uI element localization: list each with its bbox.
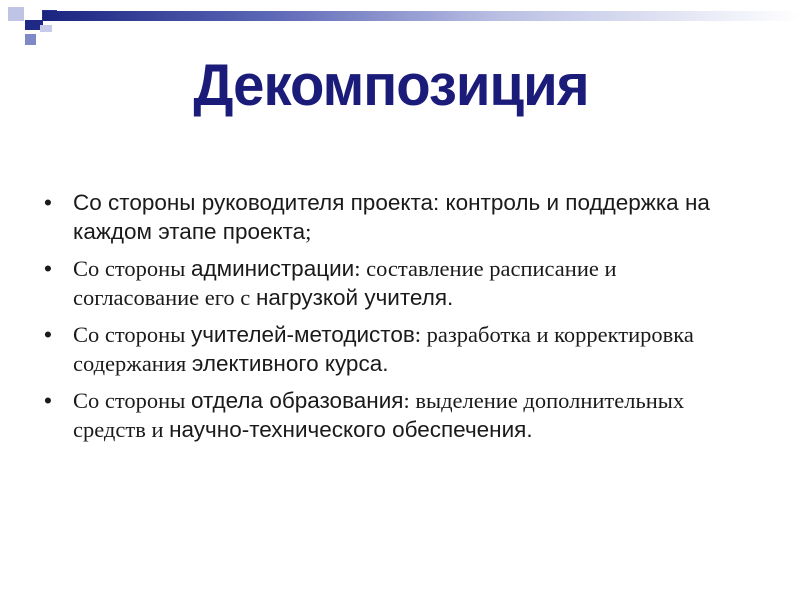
- slide-title: Декомпозиция: [193, 53, 589, 118]
- bullet-text: .: [447, 285, 454, 310]
- bullet-text: Со стороны: [73, 388, 191, 413]
- bullet-dot-icon: •: [44, 256, 52, 281]
- bullet-text: ;: [305, 219, 312, 244]
- bullet-text: : составление расписание и согласование его с: [73, 256, 617, 310]
- bullet-dot-icon: •: [44, 322, 52, 347]
- bullet-text: .: [526, 417, 533, 442]
- bullet-text: : выделение дополнительных средств и: [73, 388, 685, 442]
- bullet-item: [44, 188, 744, 246]
- bullet-text: нагрузкой учителя: [255, 285, 448, 310]
- bullet-item: [44, 254, 744, 312]
- bullet-text: Со стороны руководителя проекта: контроль и поддержка на каждом этапе проекта: [73, 190, 710, 244]
- bullet-list: [44, 188, 744, 452]
- bullet-dot-icon: •: [44, 190, 52, 215]
- bullet-text: : разработка и корректировка содержания: [73, 322, 694, 376]
- decor-square: [8, 7, 24, 21]
- bullet-text: .: [382, 351, 389, 376]
- bullet-text: отдела образования: [190, 388, 404, 413]
- bullet-dot-icon: •: [44, 388, 52, 413]
- decor-square: [24, 0, 42, 22]
- bullet-text: учителей-методистов: [190, 322, 415, 347]
- decor-square: [40, 25, 52, 32]
- decor-square: [25, 34, 36, 45]
- header-gradient-bar: [43, 11, 800, 21]
- bullet-text: элективного курса: [191, 351, 383, 376]
- bullet-text: Со стороны: [73, 322, 191, 347]
- bullet-item: [44, 386, 744, 444]
- bullet-text: администрации: [190, 256, 355, 281]
- bullet-item: [44, 320, 744, 378]
- bullet-text: научно-технического обеспечения: [169, 417, 527, 442]
- bullet-text: Со стороны: [73, 256, 191, 281]
